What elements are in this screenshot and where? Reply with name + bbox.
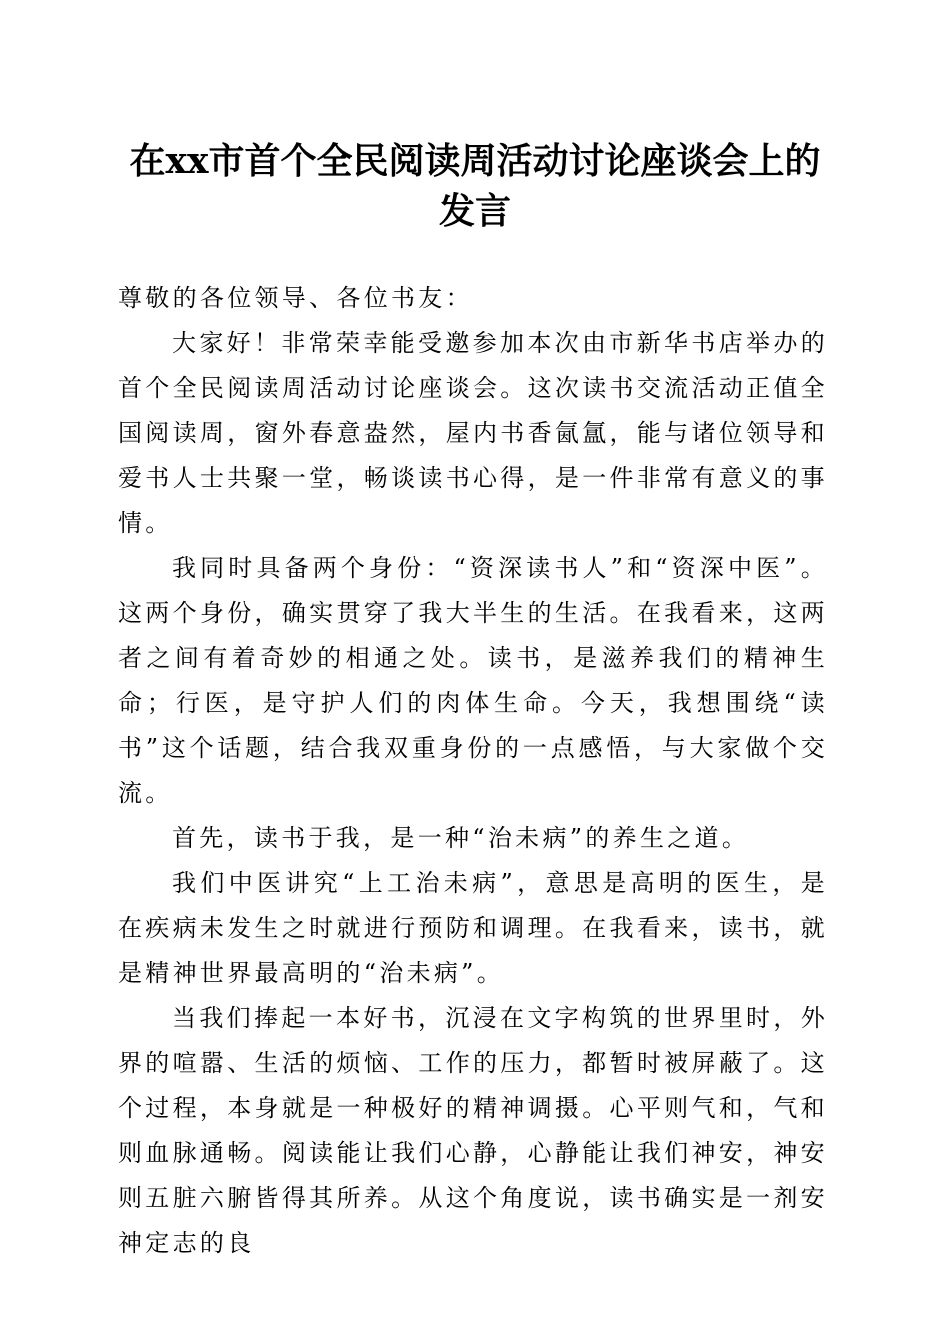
document-body [118,276,828,1266]
paragraph-first-point: 首先，读书于我，是一种“治未病”的养生之道。 [172,824,750,852]
paragraph-identity: 我同时具备两个身份：“资深读书人”和“资深中医”。这两个身份，确实贯穿了我大半生的生活。在我看来，这两者之间有着奇妙的相通之处。读书，是滋养我们的精神生命；行医，是守护人们的肉体生命。今天，我想围绕“读书”这个话题，结合我双重身份的一点感悟，与大家做个交流。 [118,554,828,807]
title-line-2: 发言 [438,190,511,232]
title-line-1: 在xx市首个全民阅读周活动讨论座谈会上的 [129,140,821,182]
salutation: 尊敬的各位领导、各位书友： [118,284,473,312]
document-title [100,136,850,236]
paragraph-tcm-prevention: 我们中医讲究“上工治未病”，意思是高明的医生，是在疾病未发生之时就进行预防和调理。在我看来，读书，就是精神世界最高明的“治未病”。 [118,869,828,987]
paragraph-greeting: 大家好！非常荣幸能受邀参加本次由市新华书店举办的首个全民阅读周活动讨论座谈会。这次读书交流活动正值全国阅读周，窗外春意盎然，屋内书香氤氲，能与诸位领导和爱书人士共聚一堂，畅谈读书心得，是一件非常有意义的事情。 [118,329,828,537]
paragraph-reading-calm: 当我们捧起一本好书，沉浸在文字构筑的世界里时，外界的喧嚣、生活的烦恼、工作的压力，都暂时被屏蔽了。这个过程，本身就是一种极好的精神调摄。心平则气和，气和则血脉通畅。阅读能让我们心静，心静能让我们神安，神安则五脏六腑皆得其所养。从这个角度说，读书确实是一剂安神定志的良 [118,1004,828,1257]
